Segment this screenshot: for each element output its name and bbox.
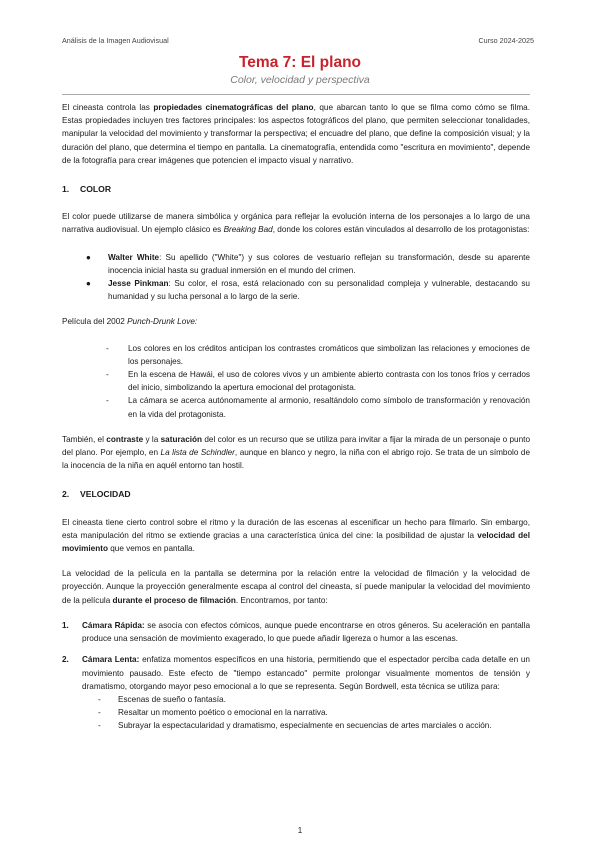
- section-number: 1.: [62, 184, 70, 195]
- list-item: [62, 277, 530, 303]
- dash-icon: -: [106, 370, 109, 380]
- section-heading-color: [62, 183, 530, 196]
- text-run: La velocidad de la película en la pantalla se determina por la relación entre la velocidad de filmación y la velocidad de proyección. Aunque la proyección generalmente escapa al control del cineasta, sí puede manipular la velocidad del movimiento de la película: [62, 569, 530, 605]
- text-run: . Encontramos, por tanto:: [235, 595, 328, 605]
- text-run: , que abarcan tanto lo que se filma como cómo se filma. Estas propiedades incluyen tres factores principales: los aspectos fotográficos del plano, que permiten seleccionar tonalidades, manipular la velocidad del movimiento y transformar la perspectiva; el encuadre del plano, que define la composición visual; y la duración del plano, que determina el tiempo en pantalla. La cinematografía, entendida como "escritura en movimiento", depende de la fotografía para crear imágenes que potencien el impacto visual y narrativo.: [62, 103, 530, 165]
- text-run: El cineasta tiene cierto control sobre el ritmo y la duración de las escenas al escenificar un hecho para filmarlo. Sin embargo, esta manipulación del ritmo se extiende gracias a una característica única del cine: la posibilidad de ajustar la: [62, 517, 530, 540]
- text-run: del color es un recurso que se utiliza para invitar a fijar la mirada de un personaje o punto del plano. Por ejemplo, en: [62, 434, 530, 458]
- text-run: : Su color, el rosa, está relacionado con su personalidad compleja y vulnerable, destacando su humanidad y su lucha personal a lo largo de la serie.: [108, 279, 530, 302]
- film-label: [62, 315, 530, 328]
- camera-speed-list: [62, 619, 530, 733]
- text-run: : Su apellido ("White") y sus colores de vestuario reflejan su transformación, desde su aparente inocencia inicial hasta su gradual inmersión en el mundo del crimen.: [108, 252, 530, 275]
- bullet-icon: ●: [86, 252, 91, 262]
- document-body: [62, 101, 530, 733]
- bold-run: velocidad del movimiento: [62, 530, 531, 554]
- list-item: [62, 619, 530, 645]
- page-title: Tema 7: El plano: [238, 54, 362, 71]
- section-title: VELOCIDAD: [80, 489, 131, 500]
- text-run: El color puede utilizarse de manera simbólica y orgánica para reflejar la evolución interna de los personajes a lo largo de una narrativa audiovisual. Un ejemplo clásico es: [62, 212, 530, 235]
- text-run: que vemos en pantalla.: [107, 544, 195, 554]
- text-run: y la: [143, 434, 161, 444]
- italic-run: Punch-Drunk Love:: [127, 317, 198, 327]
- list-number: 1.: [62, 620, 69, 630]
- title-divider: [62, 94, 530, 95]
- list-item: [62, 394, 530, 420]
- bold-run: durante el proceso de filmación: [112, 595, 236, 605]
- film-dash-list: [62, 342, 530, 421]
- dash-icon: -: [106, 343, 109, 353]
- bold-run: Walter White: [108, 252, 160, 262]
- dash-icon: -: [98, 694, 101, 704]
- text-run: Subrayar la espectacularidad y dramatismo, especialmente en secuencias de artes marciales o acción.: [118, 721, 492, 731]
- section-title: COLOR: [80, 184, 112, 195]
- contrast-paragraph: [62, 433, 530, 473]
- list-item: [62, 706, 530, 719]
- dash-icon: -: [98, 721, 101, 731]
- text-run: También, el: [62, 434, 107, 444]
- velocidad-paragraph-2: [62, 567, 530, 607]
- list-item: [62, 368, 530, 394]
- page-number: 1: [297, 826, 303, 835]
- text-run: , aunque en blanco y negro, la niña con el abrigo rojo. Se trata de un símbolo de la inocencia de la niña en aquél entorno tan hostil.: [62, 448, 531, 471]
- dash-icon: -: [106, 396, 109, 406]
- color-paragraph: [62, 210, 530, 236]
- text-run: El cineasta controla las: [62, 103, 154, 112]
- bullet-icon: ●: [86, 279, 91, 289]
- bold-run: propiedades cinematográficas del plano: [153, 103, 314, 112]
- text-run: Película del 2002: [62, 317, 128, 327]
- text-run: enfatiza momentos específicos en una historia, permitiendo que el espectador perciba cada detalle en un movimiento pausado. Este efecto de "tiempo estancado" permite prolongar visualmente momentos de tensión y dramatismo, otorgando mayor peso emocional a lo que se representa. Según Bordwell, esta técnica se utiliza para:: [82, 655, 530, 691]
- intro-paragraph: [62, 101, 530, 167]
- slow-motion-uses-list: [62, 693, 530, 733]
- list-item: [62, 719, 530, 732]
- text-run: se asocia con efectos cómicos, aunque puede encontrarse en otros géneros. Su aceleración en pantalla produce una sensación de movimiento exagerado, lo que puede añadir ligereza o humor a las escenas.: [82, 620, 530, 644]
- bold-run: saturación: [160, 434, 203, 444]
- page-subtitle: Color, velocidad y perspectiva: [230, 74, 370, 86]
- list-number: 2.: [62, 655, 69, 665]
- text-run: Resaltar un momento poético o emocional en la narrativa.: [118, 708, 328, 718]
- header-course-title: Análisis de la Imagen Audiovisual: [62, 36, 169, 45]
- bold-run: Jesse Pinkman: [108, 279, 169, 289]
- bold-run: contraste: [106, 434, 144, 444]
- list-item: [62, 693, 530, 706]
- section-number: 2.: [62, 489, 70, 500]
- velocidad-paragraph-1: [62, 516, 530, 556]
- italic-run: Breaking Bad: [223, 225, 273, 235]
- text-run: Los colores en los créditos anticipan los contrastes cromáticos que simbolizan las relaciones y emociones de los personajes.: [128, 343, 530, 366]
- section-heading-velocidad: [62, 488, 530, 501]
- list-item: [62, 251, 530, 277]
- bold-run: Cámara Lenta:: [82, 655, 140, 665]
- italic-run: La lista de Schindler: [160, 448, 235, 458]
- text-run: Escenas de sueño o fantasía.: [118, 694, 226, 704]
- character-bullet-list: [62, 251, 530, 304]
- list-item: [62, 653, 530, 732]
- text-run: La cámara se acerca autónomamente al armonio, resaltándolo como símbolo de transformación y renovación en la vida del protagonista.: [128, 396, 530, 419]
- bold-run: Cámara Rápida:: [82, 620, 145, 630]
- list-item: [62, 342, 530, 368]
- header-academic-year: Curso 2024-2025: [478, 36, 534, 45]
- text-run: , donde los colores están vinculados al desarrollo de los protagonistas:: [272, 225, 530, 235]
- text-run: En la escena de Hawái, el uso de colores vivos y un ambiente abierto contrasta con los tonos fríos y cerrados del inicio, simbolizando la apertura emocional del protagonista.: [128, 370, 530, 393]
- dash-icon: -: [98, 708, 101, 718]
